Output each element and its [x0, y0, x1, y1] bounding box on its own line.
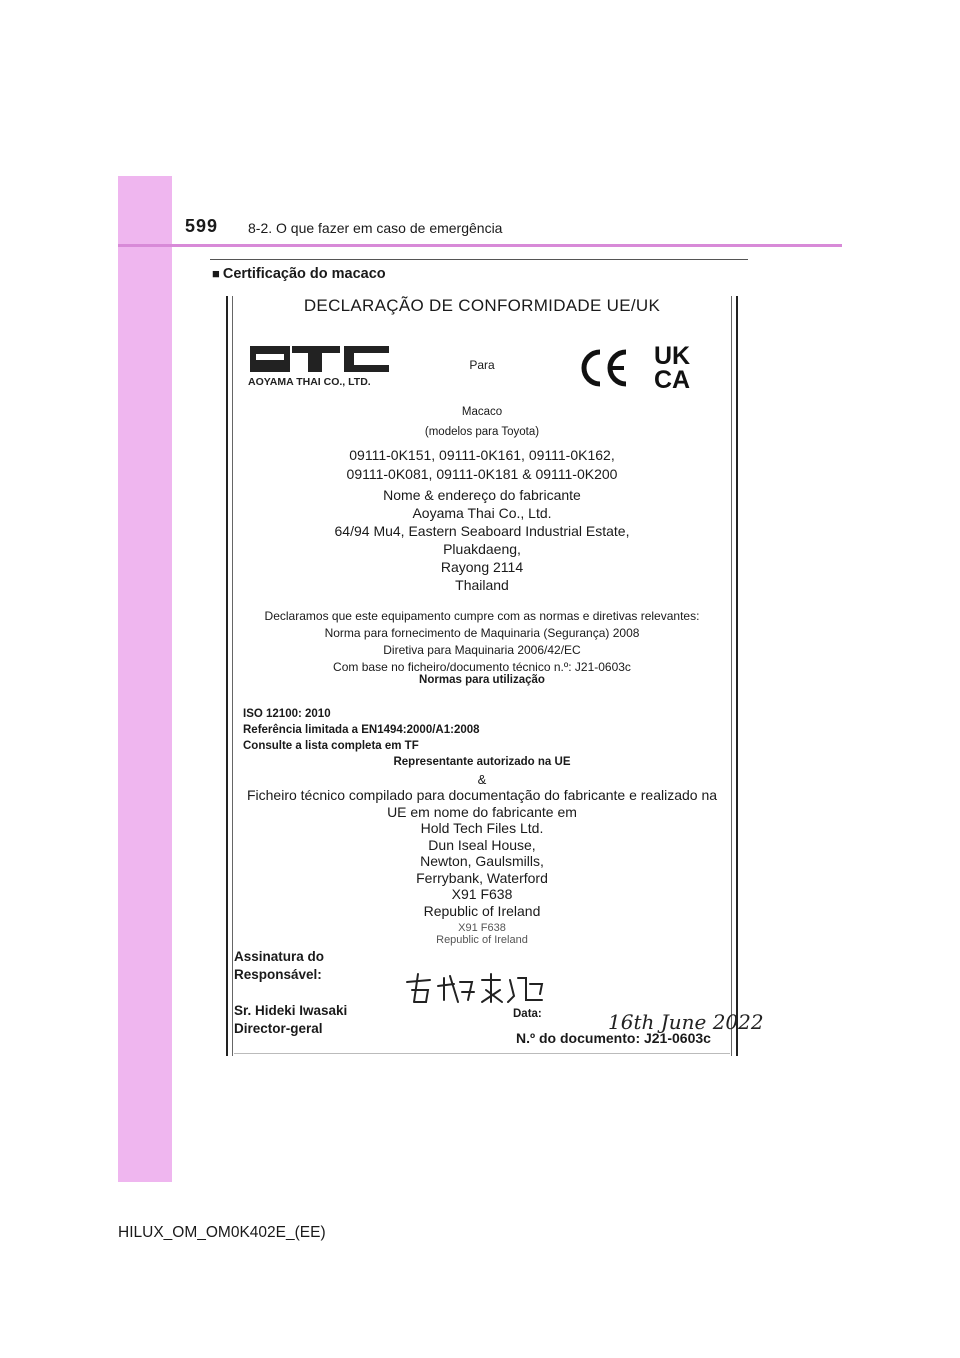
- section-heading: [212, 266, 386, 282]
- svg-text:UK: UK: [654, 342, 691, 370]
- product-name: Macaco: [461, 406, 503, 418]
- svg-text:AOYAMA THAI CO., LTD.: AOYAMA THAI CO., LTD.: [248, 376, 371, 388]
- certificate-title: DECLARAÇÃO DE CONFORMIDADE UE/UK: [303, 296, 661, 315]
- standards-heading: Normas para utilização: [419, 674, 545, 686]
- signer-name: Sr. Hideki Iwasaki Director-geral: [234, 1003, 348, 1036]
- date-label: Data:: [513, 1008, 542, 1020]
- svg-text:CA: CA: [654, 366, 691, 390]
- ampersand: &: [477, 772, 487, 787]
- product-models: (modelos para Toyota): [424, 426, 540, 438]
- standards-list: ISO 12100: 2010 Referência limitada a EN1494:2000/A1:2008 Consulte a lista completa em TF: [243, 708, 480, 752]
- square-bullet-icon: ■: [212, 266, 220, 281]
- section-divider: [210, 259, 748, 260]
- original-address-remnant: X91 F638 Republic of Ireland: [436, 922, 528, 946]
- part-numbers: 09111-0K151, 09111-0K161, 09111-0K162, 09111-0K081, 09111-0K181 & 09111-0K200: [346, 447, 618, 482]
- ce-mark-icon: [578, 348, 630, 388]
- document-code: HILUX_OM_OM0K402E_(EE): [118, 1224, 326, 1241]
- manufacturer-address: Nome & endereço do fabricante Aoyama Thai Co., Ltd. 64/94 Mu4, Eastern Seaboard Industrial Estate, Pluakdaeng, Rayong 2114 Thailand: [334, 487, 630, 593]
- page-number: 599: [185, 216, 219, 236]
- ukca-mark-icon: [654, 342, 706, 390]
- signature-label: Assinatura do Responsável:: [234, 949, 325, 982]
- handwritten-signature: [402, 972, 552, 1006]
- para-label: Para: [469, 358, 495, 372]
- sidebar-tab: [118, 176, 172, 1182]
- technical-file-address: Ficheiro técnico compilado para documentação do fabricante e realizado na UE em nome do fabricante em Hold Tech Files Ltd. Dun Iseal House, Newton, Gaulsmills, Ferrybank, Waterford X91 F638 Republic of Ireland: [246, 787, 718, 919]
- conformity-certificate: [226, 296, 764, 1056]
- declaration-text: Declaramos que este equipamento cumpre com as normas e diretivas relevantes: Norma para fornecimento de Maquinaria (Segurança) 2008 Diretiva para Maquinaria 2006/42/EC Com base no ficheiro/documento técnico n.º: J21-0603c: [264, 609, 700, 674]
- section-heading-text: Certificação do macaco: [222, 266, 386, 282]
- document-number: N.º do documento: J21-0603c: [516, 1030, 711, 1046]
- eu-representative-heading: Representante autorizado na UE: [393, 756, 571, 768]
- handwritten-date: 16th June 2022: [608, 1010, 764, 1034]
- header-rule: [118, 244, 842, 247]
- chapter-title: 8-2. O que fazer em caso de emergência: [248, 220, 503, 236]
